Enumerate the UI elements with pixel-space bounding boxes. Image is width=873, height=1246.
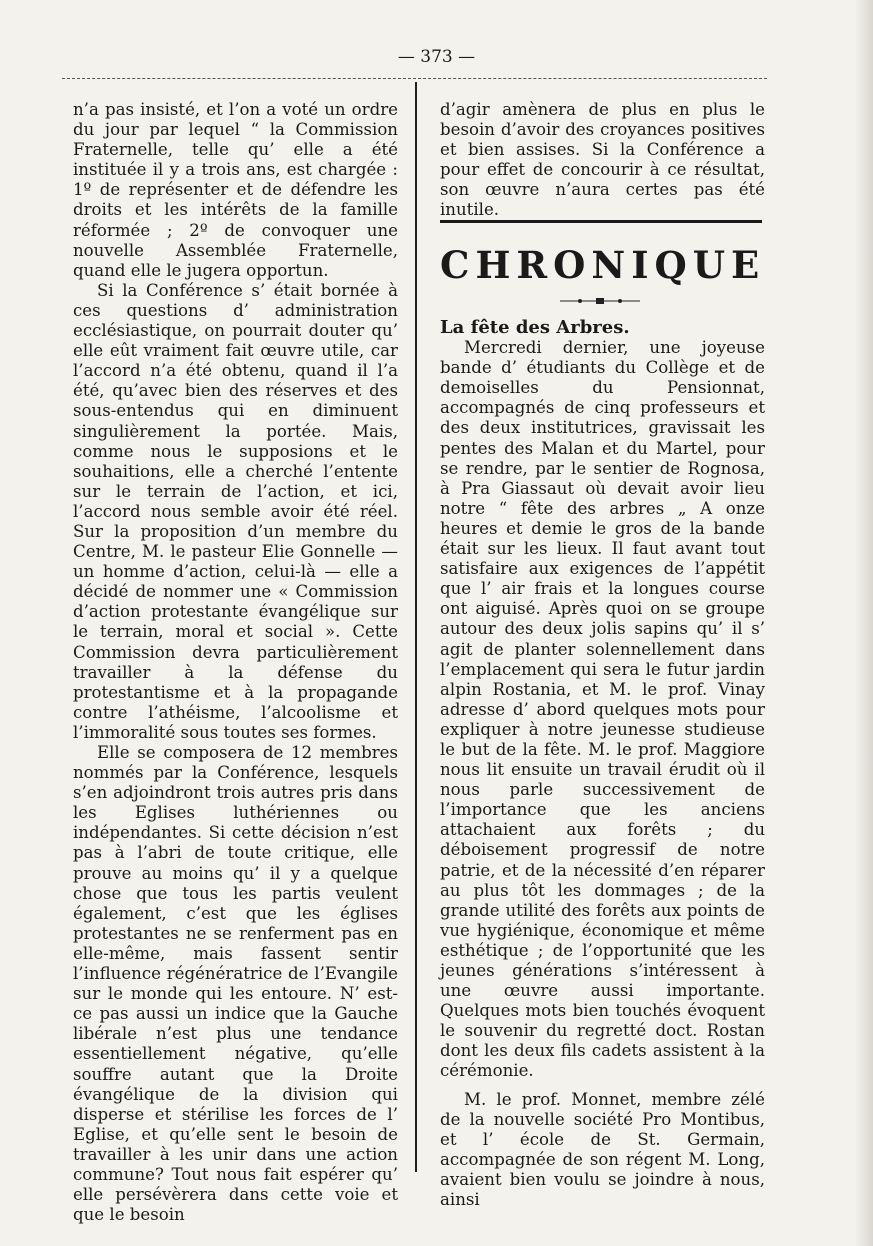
header-rule [62,78,767,79]
paragraph: Mercredi dernier, une joyeuse bande d’ étudiants du Collège et de demoiselles du Pensionnat, accompagnés de cinq professeurs et des deux institutrices, gravissait les pentes des Malan et du Martel, pour se rendre, par le sentier de Rognosa, à Pra Giassaut où devait avoir lieu notre “ fête des arbres „ A onze heures et demie le gros de la bande était sur les lieux. Il faut avant tout satisfaire aux exigences de l’appétit que l’ air frais et la longues course ont aiguisé. Après quoi on se groupe autour des deux jolis sapins qu’ il s’ agit de planter solennellement dans l’emplacement qui sera le futur jardin alpin Rostania, et M. le prof. Vinay adresse d’ abord quelques mots pour expliquer à notre jeunesse studieuse le but de la fête. M. le prof. Maggiore nous lit ensuite un travail érudit où il nous parle successivement de l’importance que les anciens attachaient aux forêts ; du déboisement progressif de notre patrie, et de la nécessité d’en réparer au plus tôt les dommages ; de la grande utilité des forêts aux points de vue hygiénique, économique et même esthétique ; de l’opportunité que les jeunes générations s’intéressent à une œuvre aussi importante. Quelques mots bien touchés évoquent le souvenir du regretté doct. Rostan dont les deux fils cadets assistent à la cérémonie. [440,338,765,1081]
left-column [73,100,398,1225]
section-rule [440,220,762,223]
right-column-top [440,100,765,221]
paragraph: d’agir amènera de plus en plus le besoin d’avoir des croyances positives et bien assises. Si la Conférence a pour effet de concourir à ce résultat, son œuvre n’aura certes pas été inutile. [440,100,765,220]
paragraph: Elle se composera de 12 membres nommés par la Conférence, lesquels s’en adjoindront trois autres pris dans les Eglises luthériennes ou indépendantes. Si cette décision n’est pas à l’abri de toute critique, elle prouve au moins qu’ il y a quelque chose que tous les partis veulent également, c’est que les églises protestantes ne se renferment pas en elle-même, mais fassent sentir l’influence régénératrice de l’Evangile sur le monde qui les entoure. N’ est-ce pas aussi un indice que la Gauche libérale n’est plus une tendance essentiellement négative, qu’elle souffre autant que la Droite évangélique de la division qui disperse et stérilise les forces de l’ Eglise, et qu’elle sent le besoin de travailler à les unir dans une action commune? Tout nous fait espérer qu’ elle persévèrera dans cette voie et que le besoin [73,743,398,1225]
subheading: La fête des Arbres. [440,317,630,338]
paragraph: n’a pas insisté, et l’on a voté un ordre du jour par lequel “ la Commission Fraternelle, telle qu’ elle a été instituée il y a trois ans, est chargée : 1º de représenter et de défendre les droits et les intérêts de la famille réformée ; 2º de convoquer une nouvelle Assemblée Fraternelle, quand elle le jugera opportun. [73,100,398,280]
right-column [440,318,765,1210]
page-edge [855,0,873,1246]
ornament-icon [560,296,640,306]
paragraph: M. le prof. Monnet, membre zélé de la nouvelle société Pro Montibus, et l’ école de St. Germain, accompagnée de son régent M. Long, avaient bien voulu se joindre à nous, ainsi [440,1089,765,1210]
paragraph: Si la Conférence s’ était bornée à ces questions d’ administration ecclésiastique, on pourrait douter qu’ elle eût vraiment fait œuvre utile, car l’accord n’a été obtenu, quand il l’a été, qu’avec bien des réserves et des sous-entendus qui en diminuent singulièrement la portée. Mais, comme nous le supposions et le souhaitions, elle a cherché l’entente sur le terrain de l’action, et ici, l’accord nous semble avoir été réel. Sur la proposition d’un membre du Centre, M. le pasteur Elie Gonnelle — un homme d’action, celui-là — elle a décidé de nommer une « Commission d’action protestante évangélique sur le terrain, moral et social ». Cette Commission devra particulièrement travailler à la défense du protestantisme et à la propagande contre l’athéisme, l’alcoolisme et l’immoralité sous toutes ses formes. [73,280,398,742]
page-number: — 373 — [397,47,476,67]
column-divider [415,82,417,1172]
section-title: CHRONIQUE [440,243,766,287]
